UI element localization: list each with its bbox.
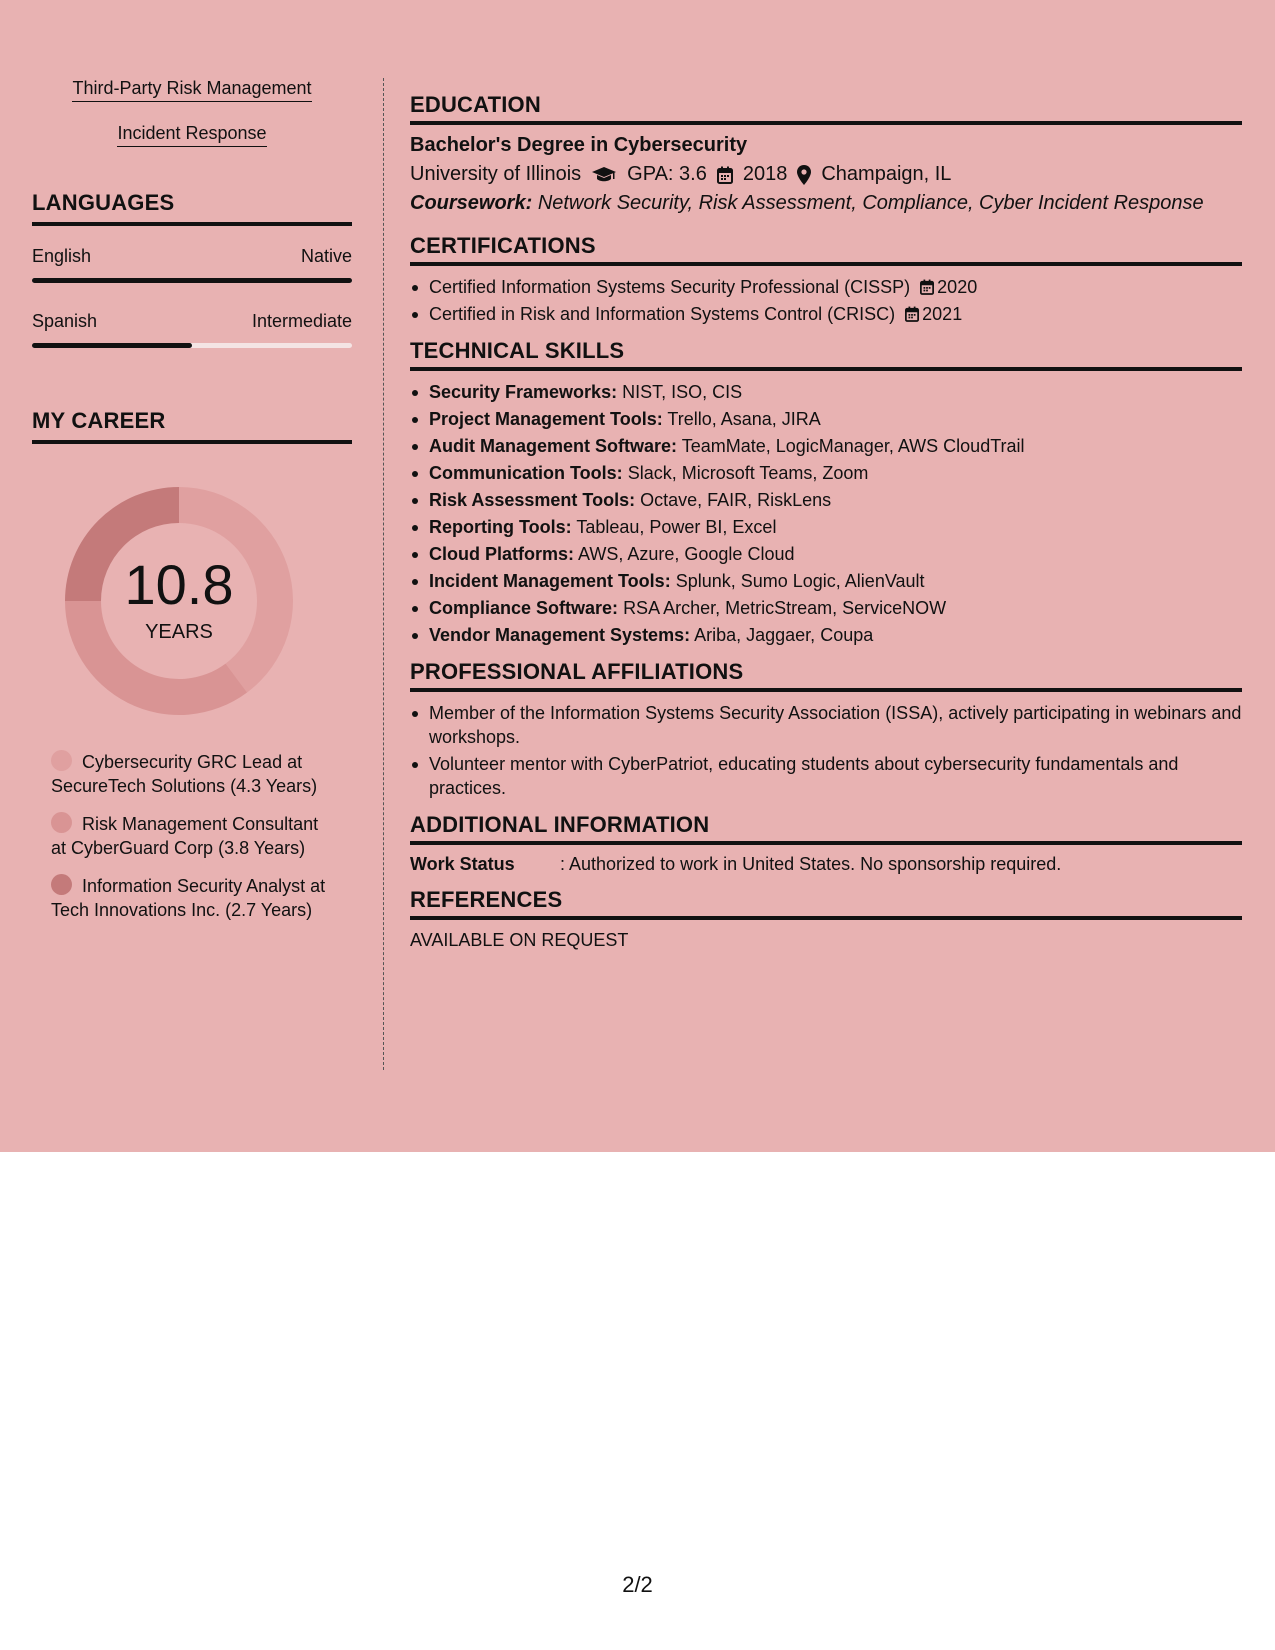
technical-skills-list — [410, 380, 1242, 647]
additional-info-heading: ADDITIONAL INFORMATION — [410, 812, 1242, 845]
language-item — [32, 311, 352, 348]
affiliation-item: Member of the Information Systems Security Association (ISSA), actively participating in webinars and workshops. — [410, 701, 1242, 749]
language-proficiency-bar — [32, 343, 352, 348]
school-name: University of Illinois — [410, 163, 582, 185]
school-location: Champaign, IL — [821, 163, 952, 185]
career-legend-item: Information Security Analyst at Tech Innovations Inc. (2.7 Years) — [51, 876, 326, 920]
graduation-year: 2018 — [742, 163, 788, 185]
coursework — [410, 192, 1242, 215]
map-pin-icon — [797, 165, 811, 185]
languages-section — [32, 190, 352, 348]
coursework-label: Coursework: — [410, 192, 533, 214]
skill-category: Security Frameworks: NIST, ISO, CIS — [410, 380, 1242, 404]
affiliations-heading: PROFESSIONAL AFFILIATIONS — [410, 659, 1242, 692]
skill-item: Third-Party Risk Management — [32, 78, 352, 123]
technical-skills-section — [410, 338, 1242, 647]
calendar-icon — [920, 279, 934, 295]
skill-category: Vendor Management Systems: Ariba, Jaggaer, Coupa — [410, 623, 1242, 647]
language-proficiency-bar — [32, 278, 352, 283]
career-total-years: 10.8 — [124, 553, 234, 616]
column-divider — [383, 78, 384, 1070]
career-donut-chart — [64, 486, 294, 716]
certifications-section — [410, 233, 1242, 326]
skill-category: Cloud Platforms: AWS, Azure, Google Cloud — [410, 542, 1242, 566]
work-status-value: : Authorized to work in United States. No sponsorship required. — [560, 854, 1062, 874]
language-name: English — [32, 246, 92, 266]
skill-category: Communication Tools: Slack, Microsoft Teams, Zoom — [410, 461, 1242, 485]
career-legend-item: Cybersecurity GRC Lead at SecureTech Solutions (4.3 Years) — [51, 752, 318, 796]
calendar-icon — [717, 166, 733, 184]
graduation-cap-icon — [591, 166, 617, 184]
language-proficiency-fill — [32, 343, 192, 348]
degree-title: Bachelor's Degree in Cybersecurity — [410, 134, 748, 156]
career-legend — [51, 750, 331, 922]
references-section — [410, 887, 1242, 951]
right-column — [410, 92, 1242, 963]
affiliation-item: Volunteer mentor with CyberPatriot, educating students about cybersecurity fundamentals and practices. — [410, 752, 1242, 800]
legend-dot — [51, 812, 72, 833]
certifications-list — [410, 275, 1242, 326]
certification-item: Certified in Risk and Information Systems Control (CRISC) 2021 — [410, 302, 1242, 326]
language-level: Native — [300, 246, 352, 266]
skill-category: Compliance Software: RSA Archer, MetricStream, ServiceNOW — [410, 596, 1242, 620]
skill-category: Audit Management Software: TeamMate, LogicManager, AWS CloudTrail — [410, 434, 1242, 458]
career-legend-item: Risk Management Consultant at CyberGuard Corp (3.8 Years) — [51, 814, 319, 858]
skill-category: Reporting Tools: Tableau, Power BI, Excel — [410, 515, 1242, 539]
language-item — [32, 246, 352, 283]
work-status-label: Work Status — [410, 854, 515, 874]
education-heading: EDUCATION — [410, 92, 1242, 125]
skill-category: Risk Assessment Tools: Octave, FAIR, RiskLens — [410, 488, 1242, 512]
skill-item: Incident Response — [32, 123, 352, 168]
career-section — [32, 408, 352, 922]
certifications-heading: CERTIFICATIONS — [410, 233, 1242, 266]
coursework-list: Network Security, Risk Assessment, Compliance, Cyber Incident Response — [537, 192, 1204, 214]
affiliations-list — [410, 701, 1242, 800]
education-section — [410, 92, 1242, 215]
calendar-icon — [905, 306, 919, 322]
language-name: Spanish — [32, 311, 98, 331]
language-proficiency-fill — [32, 278, 352, 283]
certification-year: 2021 — [922, 304, 963, 324]
career-years-unit: YEARS — [145, 621, 213, 643]
languages-heading: LANGUAGES — [32, 190, 352, 226]
gpa: GPA: 3.6 — [627, 163, 707, 185]
language-level: Intermediate — [251, 311, 352, 331]
references-heading: REFERENCES — [410, 887, 1242, 920]
legend-dot — [51, 874, 72, 895]
affiliations-section — [410, 659, 1242, 800]
skill-category: Incident Management Tools: Splunk, Sumo Logic, AlienVault — [410, 569, 1242, 593]
certification-item: Certified Information Systems Security Professional (CISSP) 2020 — [410, 275, 1242, 299]
legend-dot — [51, 750, 72, 771]
donut-segment-2 — [65, 601, 247, 715]
additional-info-section — [410, 812, 1242, 875]
certification-year: 2020 — [937, 277, 978, 297]
career-heading: MY CAREER — [32, 408, 352, 444]
page-number: 2/2 — [622, 1572, 653, 1597]
skill-category: Project Management Tools: Trello, Asana, JIRA — [410, 407, 1242, 431]
references-text: AVAILABLE ON REQUEST — [410, 930, 629, 950]
technical-skills-heading: TECHNICAL SKILLS — [410, 338, 1242, 371]
education-details — [410, 163, 1242, 186]
left-column — [32, 78, 352, 936]
work-status — [410, 854, 1242, 875]
